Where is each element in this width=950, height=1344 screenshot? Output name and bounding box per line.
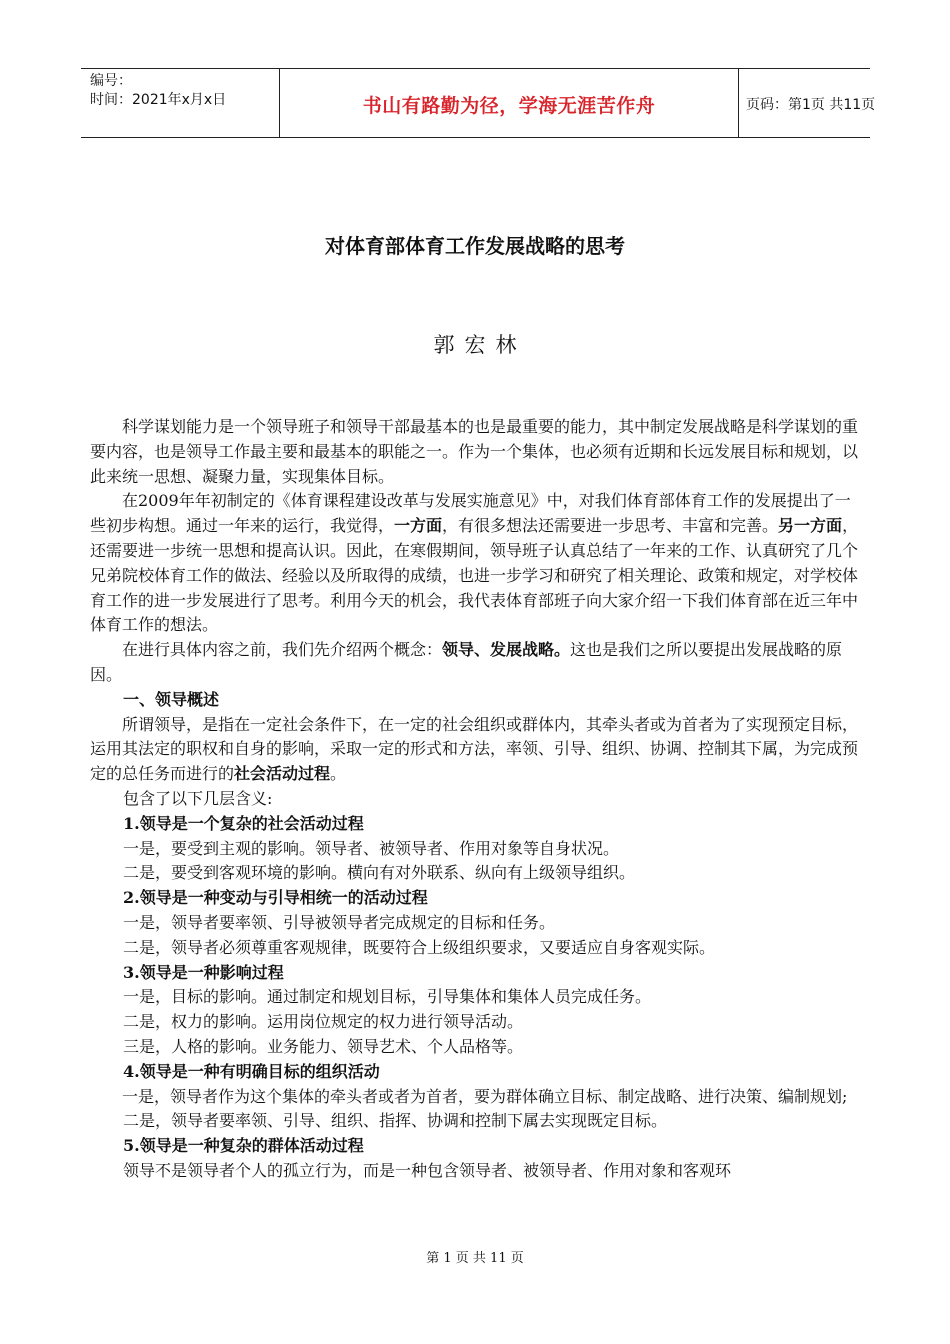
list-item: 二是，领导者要率领、引导、组织、指挥、协调和控制下属去实现既定目标。 xyxy=(123,1111,668,1131)
motto: 书山有路勤为径，学海无涯苦作舟 xyxy=(362,95,656,117)
header-page-cell xyxy=(738,69,876,137)
list-item: 二是，领导者必须尊重客观规律，既要符合上级组织要求，又要适应自身客观实际。 xyxy=(123,937,716,957)
list-item: 领导不是领导者个人的孤立行为，而是一种包含领导者、被领导者、作用对象和客观环 xyxy=(123,1160,732,1180)
list-item: 一是，领导者作为这个集体的牵头者或者为首者，要为群体确立目标、制定战略、进行决策、编制规划; xyxy=(122,1086,848,1106)
list-item: 二是，权力的影响。运用岗位规定的权力进行领导活动。 xyxy=(123,1012,524,1032)
subsection-heading: 2.领导是一种变动与引导相统一的活动过程 xyxy=(123,888,428,908)
list-item: 二是，要受到客观环境的影响。横向有对外联系、纵向有上级领导组织。 xyxy=(123,863,636,883)
page-footer: 第 1 页 共 11 页 xyxy=(426,1251,524,1266)
page-info: 页码：第1页 共11页 xyxy=(746,97,876,113)
subsection-heading: 1.领导是一个复杂的社会活动过程 xyxy=(123,813,364,833)
paragraph: 所谓领导，是指在一定社会条件下，在一定的社会组织或群体内，其牵头者或为首者为了实现预定目标，运用其法定的职权和自身的影响，采取一定的形式和方法，率领、引导、组织、协调、控制其下属，为完成预定的总任务而进行的社会活动过程。 xyxy=(90,714,859,784)
header-motto-cell xyxy=(279,69,739,137)
document-body xyxy=(90,415,860,1184)
author: 郭宏林 xyxy=(433,333,527,357)
list-item: 一是，要受到主观的影响。领导者、被领导者、作用对象等自身状况。 xyxy=(123,838,620,858)
paragraph: 包含了以下几层含义: xyxy=(123,788,273,808)
number-label: 编号： xyxy=(90,73,132,89)
subsection-heading: 5.领导是一种复杂的群体活动过程 xyxy=(123,1136,364,1156)
list-item: 三是，人格的影响。业务能力、领导艺术、个人品格等。 xyxy=(123,1036,524,1056)
paragraph: 在进行具体内容之前，我们先介绍两个概念：领导、发展战略。这也是我们之所以要提出发展战略的原因。 xyxy=(90,640,843,684)
subsection-heading: 4.领导是一种有明确目标的组织活动 xyxy=(123,1061,380,1081)
subsection-heading: 3.领导是一种影响过程 xyxy=(123,962,284,982)
list-item: 一是，领导者要率领、引导被领导者完成规定的目标和任务。 xyxy=(123,912,556,932)
paragraph: 科学谋划能力是一个领导班子和领导干部最基本的也是最重要的能力，其中制定发展战略是科学谋划的重要内容，也是领导工作最主要和最基本的职能之一。作为一个集体，也必须有近期和长远发展目标和规划，以此来统一思想、凝聚力量，实现集体目标。 xyxy=(90,417,859,486)
time-label: 时间：2021年x月x日 xyxy=(90,92,227,108)
list-item: 一是，目标的影响。通过制定和规划目标，引导集体和集体人员完成任务。 xyxy=(123,987,652,1007)
paragraph: 在2009年年初制定的《体育课程建设改革与发展实施意见》中，对我们体育部体育工作的发展提出了一些初步构想。通过一年来的运行，我觉得，一方面，有很多想法还需要进一步思考、丰富和完善。另一方面，还需要进一步统一思想和提高认识。因此，在寒假期间，领导班子认真总结了一年来的工作、认真研究了几个兄弟院校体育工作的做法、经验以及所取得的成绩，也进一步学习和研究了相关理论、政策和规定，对学校体育工作的进一步发展进行了思考。利用今天的机会，我代表体育部班子向大家介绍一下我们体育部在近三年中体育工作的想法。 xyxy=(90,491,859,635)
section-heading: 一、领导概述 xyxy=(123,689,220,709)
document-title: 对体育部体育工作发展战略的思考 xyxy=(325,234,625,258)
header-table xyxy=(81,68,876,138)
header-meta-cell xyxy=(81,69,279,137)
